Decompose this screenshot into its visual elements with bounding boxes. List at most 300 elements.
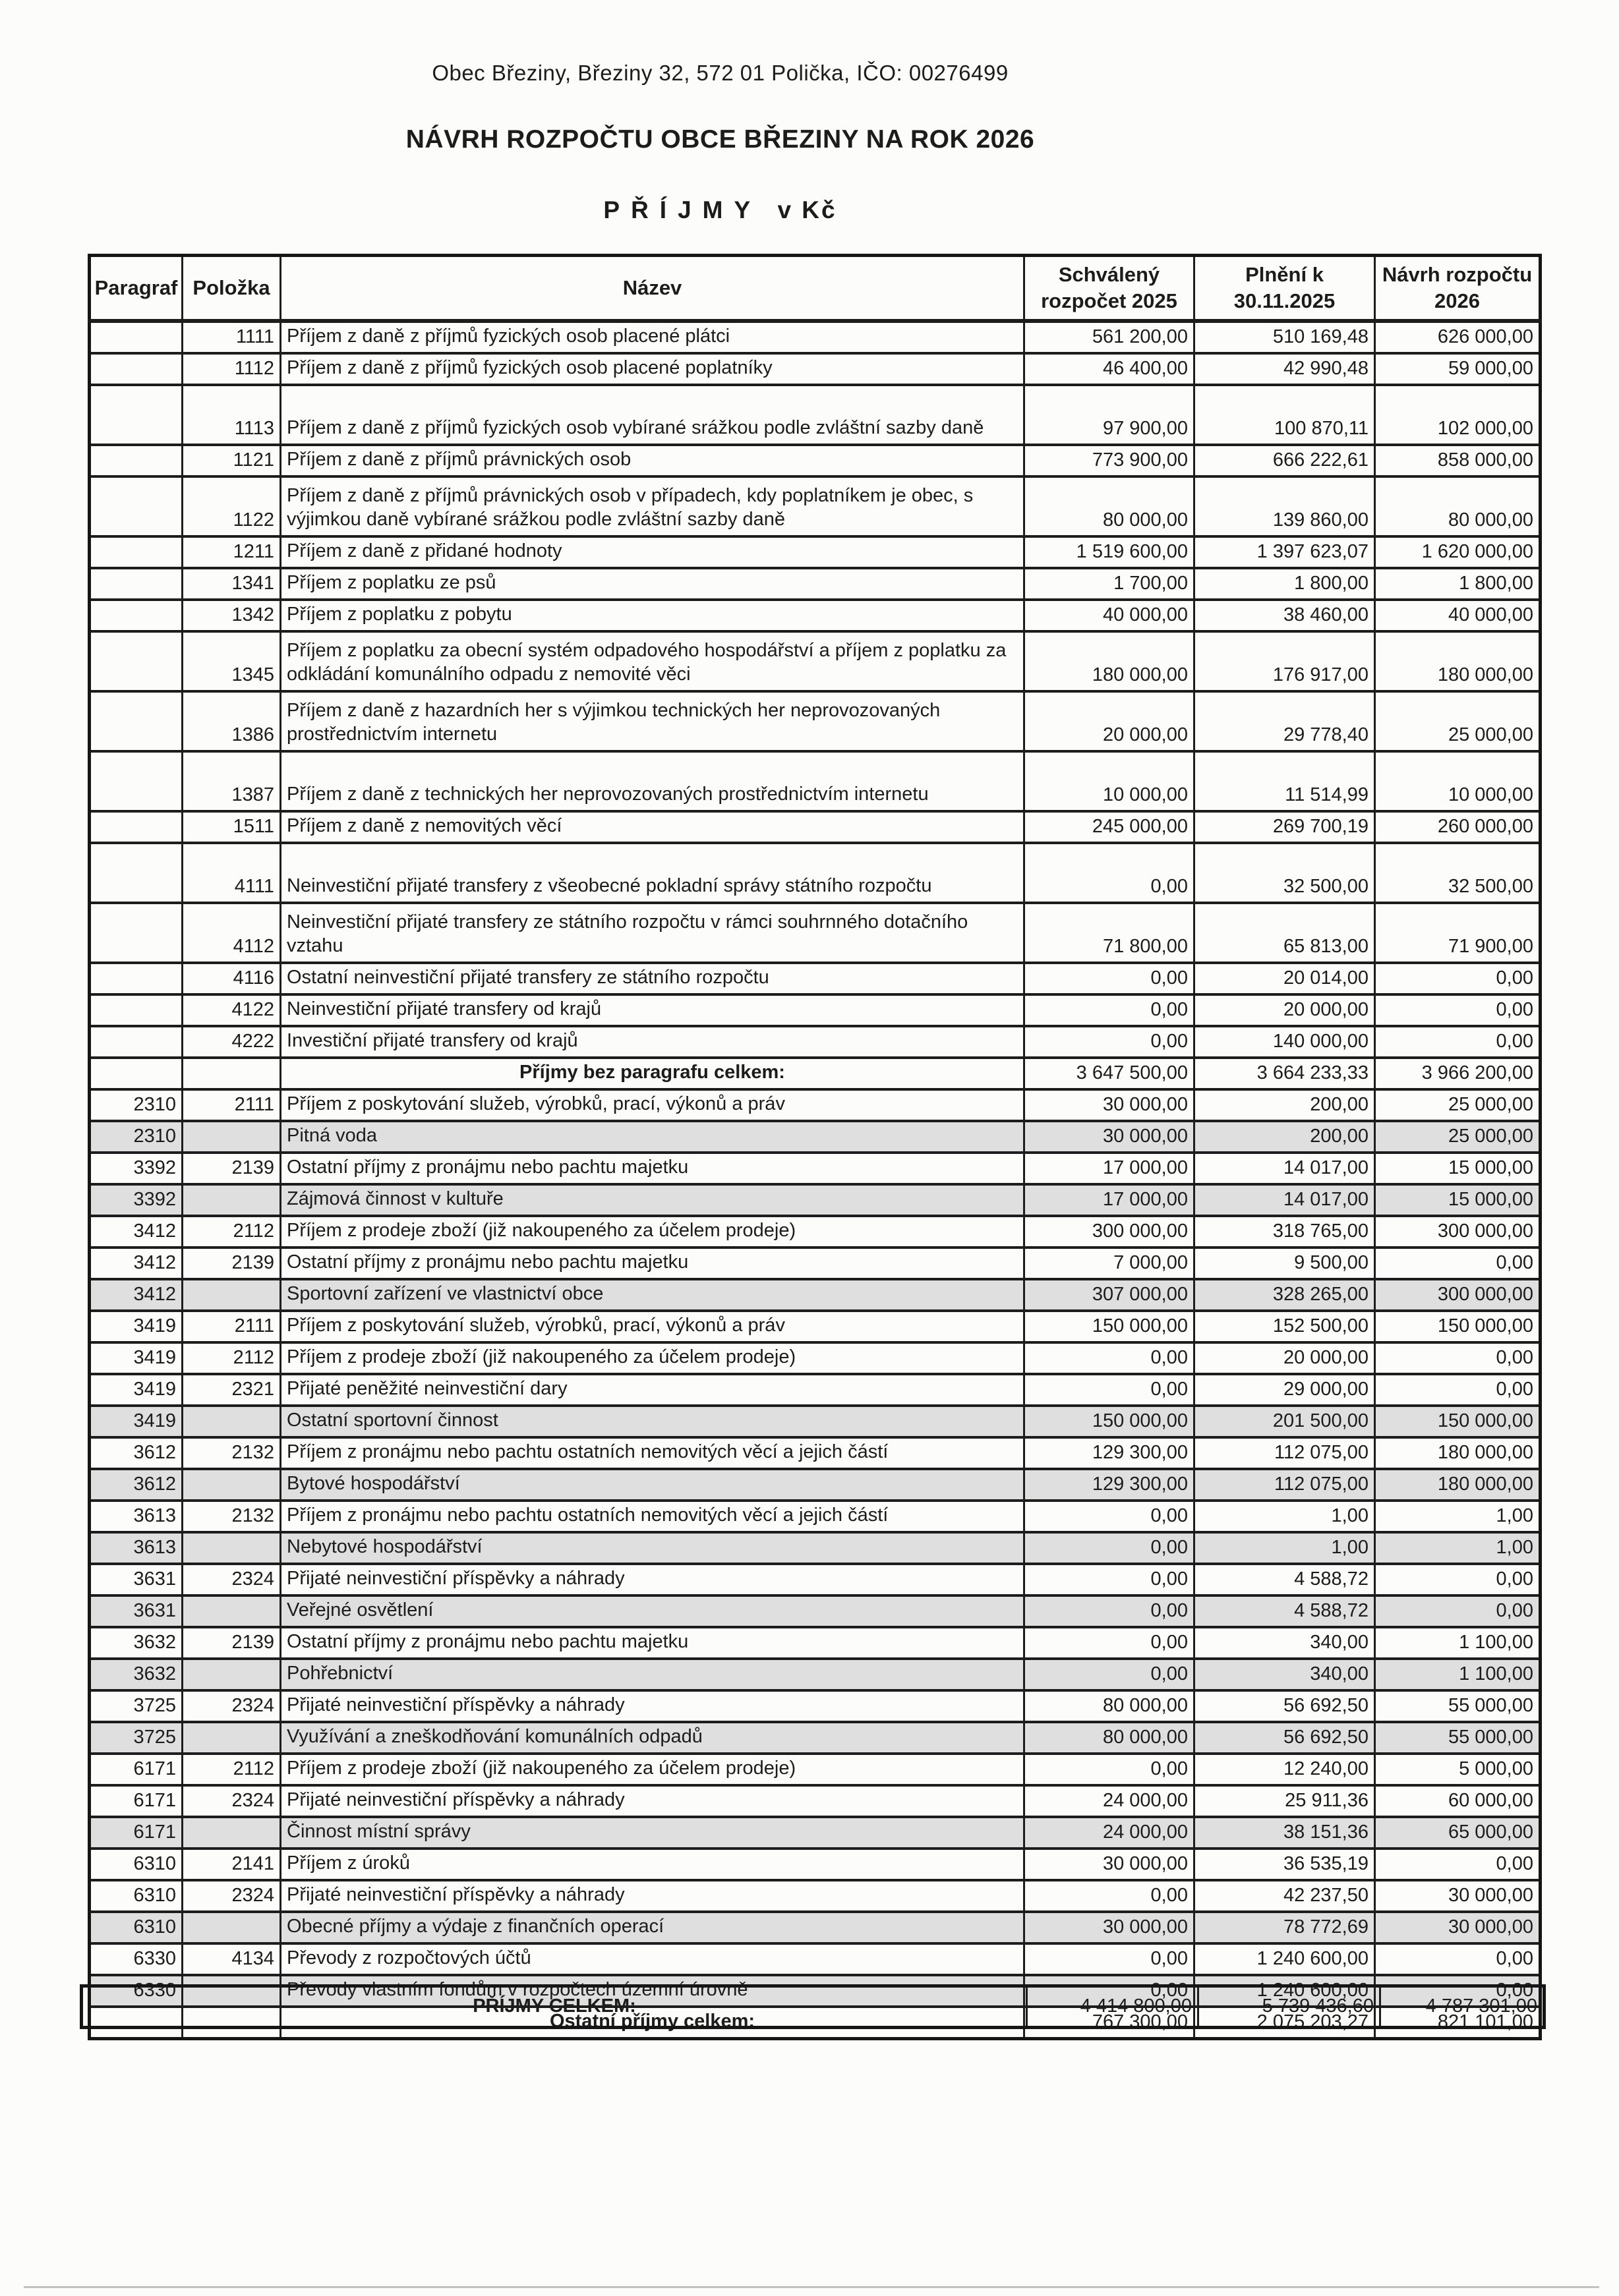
schvaleny-rozpocet-2025-cell: 40 000,00 bbox=[1024, 600, 1194, 631]
paragraph-summary-row bbox=[90, 1912, 1541, 1943]
schvaleny-rozpocet-2025-cell: 300 000,00 bbox=[1024, 1216, 1194, 1248]
polozka-cell bbox=[183, 1406, 281, 1437]
paragraf-cell bbox=[90, 994, 183, 1026]
plneni-cell: 152 500,00 bbox=[1194, 1311, 1375, 1342]
plneni-cell: 38 460,00 bbox=[1194, 600, 1375, 631]
nazev-cell: Převody vlastním fondům v rozpočtech územní úrovně bbox=[281, 1975, 1024, 2007]
plneni-cell: 11 514,99 bbox=[1194, 751, 1375, 811]
polozka-cell: 1511 bbox=[183, 811, 281, 843]
nazev-cell: Nebytové hospodářství bbox=[281, 1532, 1024, 1564]
paragraf-cell: 3613 bbox=[90, 1532, 183, 1564]
plneni-cell: 25 911,36 bbox=[1194, 1785, 1375, 1817]
subtitle-unit: v Kč bbox=[777, 196, 837, 223]
navrh-rozpoctu-2026-cell: 0,00 bbox=[1375, 1248, 1541, 1279]
paragraf-cell bbox=[90, 568, 183, 600]
plneni-cell: 1 240 600,00 bbox=[1194, 1943, 1375, 1975]
nazev-cell: Investiční přijaté transfery od krajů bbox=[281, 1026, 1024, 1058]
plneni-cell: 4 588,72 bbox=[1194, 1564, 1375, 1595]
plneni-cell: 29 000,00 bbox=[1194, 1374, 1375, 1406]
navrh-rozpoctu-2026-cell: 300 000,00 bbox=[1375, 1216, 1541, 1248]
schvaleny-rozpocet-2025-cell: 561 200,00 bbox=[1024, 321, 1194, 353]
polozka-cell: 2112 bbox=[183, 1342, 281, 1374]
polozka-cell: 1387 bbox=[183, 751, 281, 811]
schvaleny-rozpocet-2025-cell: 307 000,00 bbox=[1024, 1279, 1194, 1311]
paragraph-summary-row bbox=[90, 1184, 1541, 1216]
nazev-cell: Ostatní sportovní činnost bbox=[281, 1406, 1024, 1437]
schvaleny-rozpocet-2025-cell: 80 000,00 bbox=[1024, 476, 1194, 536]
paragraf-cell: 6171 bbox=[90, 1785, 183, 1817]
polozka-cell: 1211 bbox=[183, 536, 281, 568]
schvaleny-rozpocet-2025-cell: 0,00 bbox=[1024, 1026, 1194, 1058]
paragraf-cell: 3419 bbox=[90, 1374, 183, 1406]
plneni-cell: 29 778,40 bbox=[1194, 691, 1375, 751]
nazev-cell: Ostatní příjmy celkem: bbox=[281, 2007, 1024, 2039]
plneni-cell: 140 000,00 bbox=[1194, 1026, 1375, 1058]
polozka-cell bbox=[183, 1058, 281, 1089]
navrh-rozpoctu-2026-cell: 80 000,00 bbox=[1375, 476, 1541, 536]
plneni-cell: 65 813,00 bbox=[1194, 903, 1375, 963]
navrh-rozpoctu-2026-cell: 0,00 bbox=[1375, 963, 1541, 994]
nazev-cell: Příjem z poskytování služeb, výrobků, prací, výkonů a práv bbox=[281, 1311, 1024, 1342]
plneni-cell: 4 588,72 bbox=[1194, 1595, 1375, 1627]
nazev-cell: Příjem z poskytování služeb, výrobků, prací, výkonů a práv bbox=[281, 1089, 1024, 1121]
polozka-cell bbox=[183, 1659, 281, 1690]
paragraph-summary-row bbox=[90, 1659, 1541, 1690]
plneni-cell: 269 700,19 bbox=[1194, 811, 1375, 843]
paragraf-cell: 6310 bbox=[90, 1849, 183, 1880]
plneni-cell: 42 990,48 bbox=[1194, 353, 1375, 385]
nazev-cell: Pitná voda bbox=[281, 1121, 1024, 1153]
plneni-cell: 56 692,50 bbox=[1194, 1690, 1375, 1722]
paragraf-cell bbox=[90, 321, 183, 353]
polozka-cell bbox=[183, 1817, 281, 1849]
paragraf-cell: 3631 bbox=[90, 1564, 183, 1595]
table-row bbox=[90, 1754, 1541, 1785]
nazev-cell: Příjem z pronájmu nebo pachtu ostatních nemovitých věcí a jejich částí bbox=[281, 1501, 1024, 1532]
nazev-cell: Příjem z daně z příjmů fyzických osob placené plátci bbox=[281, 321, 1024, 353]
schvaleny-rozpocet-2025-cell: 80 000,00 bbox=[1024, 1690, 1194, 1722]
paragraf-cell bbox=[90, 536, 183, 568]
plneni-cell: 9 500,00 bbox=[1194, 1248, 1375, 1279]
polozka-cell: 2324 bbox=[183, 1564, 281, 1595]
polozka-cell bbox=[183, 1469, 281, 1501]
nazev-cell: Ostatní příjmy z pronájmu nebo pachtu majetku bbox=[281, 1153, 1024, 1184]
navrh-rozpoctu-2026-cell: 1 100,00 bbox=[1375, 1659, 1541, 1690]
polozka-cell: 4122 bbox=[183, 994, 281, 1026]
navrh-rozpoctu-2026-cell: 180 000,00 bbox=[1375, 1437, 1541, 1469]
navrh-rozpoctu-2026-cell: 1 100,00 bbox=[1375, 1627, 1541, 1659]
polozka-cell: 2139 bbox=[183, 1248, 281, 1279]
paragraf-cell bbox=[90, 600, 183, 631]
nazev-cell: Neinvestiční přijaté transfery z všeobecné pokladní správy státního rozpočtu bbox=[281, 843, 1024, 903]
nazev-cell: Příjem z daně z příjmů právnických osob bbox=[281, 445, 1024, 476]
grand-total-label: PŘÍJMY CELKEM: bbox=[82, 1986, 1027, 2028]
plneni-cell: 340,00 bbox=[1194, 1627, 1375, 1659]
paragraf-cell bbox=[90, 691, 183, 751]
schvaleny-rozpocet-2025-cell: 0,00 bbox=[1024, 1943, 1194, 1975]
navrh-rozpoctu-2026-cell: 0,00 bbox=[1375, 1026, 1541, 1058]
schvaleny-rozpocet-2025-cell: 30 000,00 bbox=[1024, 1849, 1194, 1880]
navrh-rozpoctu-2026-cell: 3 966 200,00 bbox=[1375, 1058, 1541, 1089]
navrh-rozpoctu-2026-cell: 1,00 bbox=[1375, 1532, 1541, 1564]
paragraf-cell bbox=[90, 1026, 183, 1058]
nazev-cell: Sportovní zařízení ve vlastnictví obce bbox=[281, 1279, 1024, 1311]
grand-total-navrh-2026: 4 787 301,00 bbox=[1380, 1986, 1545, 2028]
navrh-rozpoctu-2026-cell: 180 000,00 bbox=[1375, 631, 1541, 691]
grand-total-approved-2025: 4 414 800,00 bbox=[1027, 1986, 1198, 2028]
polozka-cell: 2112 bbox=[183, 1754, 281, 1785]
plneni-cell: 139 860,00 bbox=[1194, 476, 1375, 536]
plneni-cell: 100 870,11 bbox=[1194, 385, 1375, 445]
schvaleny-rozpocet-2025-cell: 17 000,00 bbox=[1024, 1184, 1194, 1216]
paragraph-summary-row bbox=[90, 1722, 1541, 1754]
table-row bbox=[90, 568, 1541, 600]
schvaleny-rozpocet-2025-cell: 0,00 bbox=[1024, 963, 1194, 994]
navrh-rozpoctu-2026-cell: 5 000,00 bbox=[1375, 1754, 1541, 1785]
paragraph-summary-row bbox=[90, 1279, 1541, 1311]
paragraf-cell bbox=[90, 1058, 183, 1089]
grand-total-plneni: 5 739 436,60 bbox=[1198, 1986, 1380, 2028]
navrh-rozpoctu-2026-cell: 15 000,00 bbox=[1375, 1153, 1541, 1184]
table-row bbox=[90, 843, 1541, 903]
plneni-cell: 1 240 600,00 bbox=[1194, 1975, 1375, 2007]
polozka-cell: 1113 bbox=[183, 385, 281, 445]
paragraf-cell bbox=[90, 963, 183, 994]
navrh-rozpoctu-2026-cell: 858 000,00 bbox=[1375, 445, 1541, 476]
plneni-cell: 20 000,00 bbox=[1194, 1342, 1375, 1374]
subtotal-row bbox=[90, 1058, 1541, 1089]
schvaleny-rozpocet-2025-cell: 30 000,00 bbox=[1024, 1089, 1194, 1121]
navrh-rozpoctu-2026-cell: 15 000,00 bbox=[1375, 1184, 1541, 1216]
navrh-rozpoctu-2026-cell: 25 000,00 bbox=[1375, 1121, 1541, 1153]
table-row bbox=[90, 1248, 1541, 1279]
nazev-cell: Pohřebnictví bbox=[281, 1659, 1024, 1690]
table-row bbox=[90, 353, 1541, 385]
nazev-cell: Příjem z daně z hazardních her s výjimkou technických her neprovozovaných prostřednictvím internetu bbox=[281, 691, 1024, 751]
paragraf-cell: 3612 bbox=[90, 1437, 183, 1469]
polozka-cell: 2141 bbox=[183, 1849, 281, 1880]
polozka-cell: 4116 bbox=[183, 963, 281, 994]
column-header-polozka: Položka bbox=[183, 256, 281, 322]
table-row bbox=[90, 1342, 1541, 1374]
table-row bbox=[90, 631, 1541, 691]
nazev-cell: Příjem z prodeje zboží (již nakoupeného za účelem prodeje) bbox=[281, 1754, 1024, 1785]
nazev-cell: Příjem z daně z přidané hodnoty bbox=[281, 536, 1024, 568]
budget-rows bbox=[90, 321, 1541, 2039]
subtitle-main: PŘÍJMY bbox=[603, 196, 762, 223]
nazev-cell: Činnost místní správy bbox=[281, 1817, 1024, 1849]
table-row bbox=[90, 1880, 1541, 1912]
paragraf-cell: 3419 bbox=[90, 1342, 183, 1374]
plneni-cell: 510 169,48 bbox=[1194, 321, 1375, 353]
plneni-cell: 1 800,00 bbox=[1194, 568, 1375, 600]
polozka-cell bbox=[183, 1532, 281, 1564]
polozka-cell: 2111 bbox=[183, 1089, 281, 1121]
polozka-cell: 2132 bbox=[183, 1437, 281, 1469]
polozka-cell: 4112 bbox=[183, 903, 281, 963]
nazev-cell: Příjem z poplatku ze psů bbox=[281, 568, 1024, 600]
navrh-rozpoctu-2026-cell: 260 000,00 bbox=[1375, 811, 1541, 843]
navrh-rozpoctu-2026-cell: 0,00 bbox=[1375, 1849, 1541, 1880]
paragraf-cell: 3613 bbox=[90, 1501, 183, 1532]
paragraf-cell bbox=[90, 843, 183, 903]
nazev-cell: Příjem z pronájmu nebo pachtu ostatních nemovitých věcí a jejich částí bbox=[281, 1437, 1024, 1469]
paragraph-summary-row bbox=[90, 1406, 1541, 1437]
navrh-rozpoctu-2026-cell: 0,00 bbox=[1375, 1342, 1541, 1374]
column-header-navrh-rozpoctu: Návrh rozpočtu 2026 bbox=[1375, 256, 1541, 322]
navrh-rozpoctu-2026-cell: 0,00 bbox=[1375, 1943, 1541, 1975]
nazev-cell: Přijaté neinvestiční příspěvky a náhrady bbox=[281, 1564, 1024, 1595]
schvaleny-rozpocet-2025-cell: 30 000,00 bbox=[1024, 1912, 1194, 1943]
scan-artifact-line bbox=[24, 2286, 1599, 2288]
paragraf-cell bbox=[90, 385, 183, 445]
polozka-cell bbox=[183, 1595, 281, 1627]
schvaleny-rozpocet-2025-cell: 129 300,00 bbox=[1024, 1469, 1194, 1501]
navrh-rozpoctu-2026-cell: 40 000,00 bbox=[1375, 600, 1541, 631]
polozka-cell bbox=[183, 1912, 281, 1943]
paragraf-cell: 2310 bbox=[90, 1089, 183, 1121]
schvaleny-rozpocet-2025-cell: 150 000,00 bbox=[1024, 1406, 1194, 1437]
polozka-cell: 4111 bbox=[183, 843, 281, 903]
polozka-cell: 1111 bbox=[183, 321, 281, 353]
polozka-cell: 1386 bbox=[183, 691, 281, 751]
header-row bbox=[90, 256, 1541, 322]
polozka-cell: 2139 bbox=[183, 1153, 281, 1184]
table-row bbox=[90, 1374, 1541, 1406]
schvaleny-rozpocet-2025-cell: 0,00 bbox=[1024, 994, 1194, 1026]
nazev-cell: Obecné příjmy a výdaje z finančních operací bbox=[281, 1912, 1024, 1943]
nazev-cell: Příjem z daně z příjmů právnických osob v případech, kdy poplatníkem je obec, s výjimkou daně vybírané srážkou podle zvláštní sazby daně bbox=[281, 476, 1024, 536]
table-row bbox=[90, 1501, 1541, 1532]
nazev-cell: Příjem z úroků bbox=[281, 1849, 1024, 1880]
paragraph-summary-row bbox=[90, 1532, 1541, 1564]
plneni-cell: 340,00 bbox=[1194, 1659, 1375, 1690]
plneni-cell: 78 772,69 bbox=[1194, 1912, 1375, 1943]
schvaleny-rozpocet-2025-cell: 3 647 500,00 bbox=[1024, 1058, 1194, 1089]
table-row bbox=[90, 385, 1541, 445]
schvaleny-rozpocet-2025-cell: 0,00 bbox=[1024, 1501, 1194, 1532]
navrh-rozpoctu-2026-cell: 60 000,00 bbox=[1375, 1785, 1541, 1817]
table-row bbox=[90, 1153, 1541, 1184]
grand-total-table bbox=[80, 1984, 1546, 2029]
table-row bbox=[90, 1627, 1541, 1659]
schvaleny-rozpocet-2025-cell: 0,00 bbox=[1024, 1880, 1194, 1912]
nazev-cell: Příjem z prodeje zboží (již nakoupeného za účelem prodeje) bbox=[281, 1342, 1024, 1374]
schvaleny-rozpocet-2025-cell: 0,00 bbox=[1024, 1532, 1194, 1564]
paragraf-cell: 3725 bbox=[90, 1722, 183, 1754]
paragraf-cell: 6310 bbox=[90, 1912, 183, 1943]
table-row bbox=[90, 1026, 1541, 1058]
plneni-cell: 201 500,00 bbox=[1194, 1406, 1375, 1437]
nazev-cell: Příjem z poplatku za obecní systém odpadového hospodářství a příjem z poplatku za odkládání komunálního odpadu z nemovité věci bbox=[281, 631, 1024, 691]
nazev-cell: Ostatní neinvestiční přijaté transfery ze státního rozpočtu bbox=[281, 963, 1024, 994]
nazev-cell: Veřejné osvětlení bbox=[281, 1595, 1024, 1627]
polozka-cell: 1345 bbox=[183, 631, 281, 691]
nazev-cell: Příjem z daně z technických her neprovozovaných prostřednictvím internetu bbox=[281, 751, 1024, 811]
plneni-cell: 112 075,00 bbox=[1194, 1437, 1375, 1469]
table-row bbox=[90, 1849, 1541, 1880]
paragraf-cell: 3392 bbox=[90, 1153, 183, 1184]
table-row bbox=[90, 445, 1541, 476]
paragraf-cell: 3392 bbox=[90, 1184, 183, 1216]
navrh-rozpoctu-2026-cell: 30 000,00 bbox=[1375, 1880, 1541, 1912]
column-header-schvaleny-rozpocet: Schválený rozpočet 2025 bbox=[1024, 256, 1194, 322]
nazev-cell: Příjem z poplatku z pobytu bbox=[281, 600, 1024, 631]
plneni-cell: 200,00 bbox=[1194, 1121, 1375, 1153]
nazev-cell: Přijaté peněžité neinvestiční dary bbox=[281, 1374, 1024, 1406]
navrh-rozpoctu-2026-cell: 1,00 bbox=[1375, 1501, 1541, 1532]
nazev-cell: Ostatní příjmy z pronájmu nebo pachtu majetku bbox=[281, 1627, 1024, 1659]
schvaleny-rozpocet-2025-cell: 71 800,00 bbox=[1024, 903, 1194, 963]
paragraf-cell: 6171 bbox=[90, 1817, 183, 1849]
paragraf-cell bbox=[90, 751, 183, 811]
schvaleny-rozpocet-2025-cell: 0,00 bbox=[1024, 843, 1194, 903]
schvaleny-rozpocet-2025-cell: 150 000,00 bbox=[1024, 1311, 1194, 1342]
schvaleny-rozpocet-2025-cell: 180 000,00 bbox=[1024, 631, 1194, 691]
polozka-cell bbox=[183, 1121, 281, 1153]
polozka-cell bbox=[183, 1722, 281, 1754]
polozka-cell: 4134 bbox=[183, 1943, 281, 1975]
table-row bbox=[90, 691, 1541, 751]
paragraf-cell: 3419 bbox=[90, 1406, 183, 1437]
plneni-cell: 112 075,00 bbox=[1194, 1469, 1375, 1501]
navrh-rozpoctu-2026-cell: 626 000,00 bbox=[1375, 321, 1541, 353]
nazev-cell: Neinvestiční přijaté transfery ze státního rozpočtu v rámci souhrnného dotačního vztahu bbox=[281, 903, 1024, 963]
schvaleny-rozpocet-2025-cell: 0,00 bbox=[1024, 1975, 1194, 2007]
schvaleny-rozpocet-2025-cell: 7 000,00 bbox=[1024, 1248, 1194, 1279]
column-header-plneni: Plnění k 30.11.2025 bbox=[1194, 256, 1375, 322]
table-row bbox=[90, 903, 1541, 963]
paragraf-cell: 3632 bbox=[90, 1659, 183, 1690]
schvaleny-rozpocet-2025-cell: 0,00 bbox=[1024, 1342, 1194, 1374]
paragraf-cell: 3631 bbox=[90, 1595, 183, 1627]
paragraf-cell bbox=[90, 476, 183, 536]
nazev-cell: Příjem z daně z nemovitých věcí bbox=[281, 811, 1024, 843]
plneni-cell: 200,00 bbox=[1194, 1089, 1375, 1121]
polozka-cell: 4222 bbox=[183, 1026, 281, 1058]
navrh-rozpoctu-2026-cell: 1 800,00 bbox=[1375, 568, 1541, 600]
schvaleny-rozpocet-2025-cell: 1 700,00 bbox=[1024, 568, 1194, 600]
paragraf-cell: 2310 bbox=[90, 1121, 183, 1153]
table-header bbox=[90, 256, 1541, 322]
nazev-cell: Přijaté neinvestiční příspěvky a náhrady bbox=[281, 1690, 1024, 1722]
navrh-rozpoctu-2026-cell: 32 500,00 bbox=[1375, 843, 1541, 903]
polozka-cell: 2112 bbox=[183, 1216, 281, 1248]
polozka-cell: 2132 bbox=[183, 1501, 281, 1532]
budget-income-table bbox=[88, 254, 1542, 2040]
paragraf-cell bbox=[90, 631, 183, 691]
plneni-cell: 328 265,00 bbox=[1194, 1279, 1375, 1311]
nazev-cell: Příjem z daně z příjmů fyzických osob vybírané srážkou podle zvláštní sazby daně bbox=[281, 385, 1024, 445]
schvaleny-rozpocet-2025-cell: 10 000,00 bbox=[1024, 751, 1194, 811]
plneni-cell: 1,00 bbox=[1194, 1501, 1375, 1532]
paragraph-summary-row bbox=[90, 1817, 1541, 1849]
polozka-cell bbox=[183, 1184, 281, 1216]
navrh-rozpoctu-2026-cell: 0,00 bbox=[1375, 994, 1541, 1026]
plneni-cell: 14 017,00 bbox=[1194, 1184, 1375, 1216]
polozka-cell: 2321 bbox=[183, 1374, 281, 1406]
navrh-rozpoctu-2026-cell: 25 000,00 bbox=[1375, 1089, 1541, 1121]
schvaleny-rozpocet-2025-cell: 97 900,00 bbox=[1024, 385, 1194, 445]
plneni-cell: 32 500,00 bbox=[1194, 843, 1375, 903]
paragraf-cell: 6171 bbox=[90, 1754, 183, 1785]
polozka-cell: 2324 bbox=[183, 1785, 281, 1817]
polozka-cell: 1342 bbox=[183, 600, 281, 631]
table-row bbox=[90, 600, 1541, 631]
schvaleny-rozpocet-2025-cell: 0,00 bbox=[1024, 1627, 1194, 1659]
navrh-rozpoctu-2026-cell: 25 000,00 bbox=[1375, 691, 1541, 751]
polozka-cell: 2111 bbox=[183, 1311, 281, 1342]
paragraf-cell: 3612 bbox=[90, 1469, 183, 1501]
paragraf-cell bbox=[90, 903, 183, 963]
table-row bbox=[90, 1690, 1541, 1722]
navrh-rozpoctu-2026-cell: 10 000,00 bbox=[1375, 751, 1541, 811]
polozka-cell bbox=[183, 1279, 281, 1311]
schvaleny-rozpocet-2025-cell: 80 000,00 bbox=[1024, 1722, 1194, 1754]
schvaleny-rozpocet-2025-cell: 24 000,00 bbox=[1024, 1785, 1194, 1817]
plneni-cell: 2 075 203,27 bbox=[1194, 2007, 1375, 2039]
navrh-rozpoctu-2026-cell: 0,00 bbox=[1375, 1564, 1541, 1595]
polozka-cell: 2324 bbox=[183, 1880, 281, 1912]
schvaleny-rozpocet-2025-cell: 17 000,00 bbox=[1024, 1153, 1194, 1184]
table-row bbox=[90, 476, 1541, 536]
table-row bbox=[90, 1564, 1541, 1595]
nazev-cell: Převody z rozpočtových účtů bbox=[281, 1943, 1024, 1975]
navrh-rozpoctu-2026-cell: 0,00 bbox=[1375, 1374, 1541, 1406]
plneni-cell: 176 917,00 bbox=[1194, 631, 1375, 691]
nazev-cell: Zájmová činnost v kultuře bbox=[281, 1184, 1024, 1216]
nazev-cell: Příjem z daně z příjmů fyzických osob placené poplatníky bbox=[281, 353, 1024, 385]
nazev-cell: Bytové hospodářství bbox=[281, 1469, 1024, 1501]
plneni-cell: 318 765,00 bbox=[1194, 1216, 1375, 1248]
schvaleny-rozpocet-2025-cell: 767 300,00 bbox=[1024, 2007, 1194, 2039]
navrh-rozpoctu-2026-cell: 180 000,00 bbox=[1375, 1469, 1541, 1501]
schvaleny-rozpocet-2025-cell: 0,00 bbox=[1024, 1374, 1194, 1406]
paragraf-cell bbox=[90, 445, 183, 476]
schvaleny-rozpocet-2025-cell: 0,00 bbox=[1024, 1595, 1194, 1627]
paragraph-summary-row bbox=[90, 1469, 1541, 1501]
navrh-rozpoctu-2026-cell: 0,00 bbox=[1375, 1595, 1541, 1627]
paragraf-cell: 3632 bbox=[90, 1627, 183, 1659]
paragraf-cell: 6310 bbox=[90, 1880, 183, 1912]
navrh-rozpoctu-2026-cell: 55 000,00 bbox=[1375, 1690, 1541, 1722]
paragraf-cell: 6330 bbox=[90, 1975, 183, 2007]
org-address-line: Obec Březiny, Březiny 32, 572 01 Polička, IČO: 00276499 bbox=[432, 61, 1009, 85]
schvaleny-rozpocet-2025-cell: 773 900,00 bbox=[1024, 445, 1194, 476]
plneni-cell: 20 000,00 bbox=[1194, 994, 1375, 1026]
table-row bbox=[90, 811, 1541, 843]
navrh-rozpoctu-2026-cell: 65 000,00 bbox=[1375, 1817, 1541, 1849]
table-row bbox=[90, 994, 1541, 1026]
schvaleny-rozpocet-2025-cell: 0,00 bbox=[1024, 1564, 1194, 1595]
polozka-cell: 1112 bbox=[183, 353, 281, 385]
table-row bbox=[90, 1089, 1541, 1121]
paragraf-cell: 6330 bbox=[90, 1943, 183, 1975]
document-title: NÁVRH ROZPOČTU OBCE BŘEZINY NA ROK 2026 bbox=[405, 125, 1035, 154]
paragraf-cell: 3412 bbox=[90, 1216, 183, 1248]
nazev-cell: Ostatní příjmy z pronájmu nebo pachtu majetku bbox=[281, 1248, 1024, 1279]
navrh-rozpoctu-2026-cell: 59 000,00 bbox=[1375, 353, 1541, 385]
schvaleny-rozpocet-2025-cell: 46 400,00 bbox=[1024, 353, 1194, 385]
schvaleny-rozpocet-2025-cell: 0,00 bbox=[1024, 1659, 1194, 1690]
plneni-cell: 1,00 bbox=[1194, 1532, 1375, 1564]
plneni-cell: 42 237,50 bbox=[1194, 1880, 1375, 1912]
schvaleny-rozpocet-2025-cell: 1 519 600,00 bbox=[1024, 536, 1194, 568]
plneni-cell: 666 222,61 bbox=[1194, 445, 1375, 476]
table-row bbox=[90, 1785, 1541, 1817]
paragraf-cell: 3412 bbox=[90, 1279, 183, 1311]
plneni-cell: 56 692,50 bbox=[1194, 1722, 1375, 1754]
